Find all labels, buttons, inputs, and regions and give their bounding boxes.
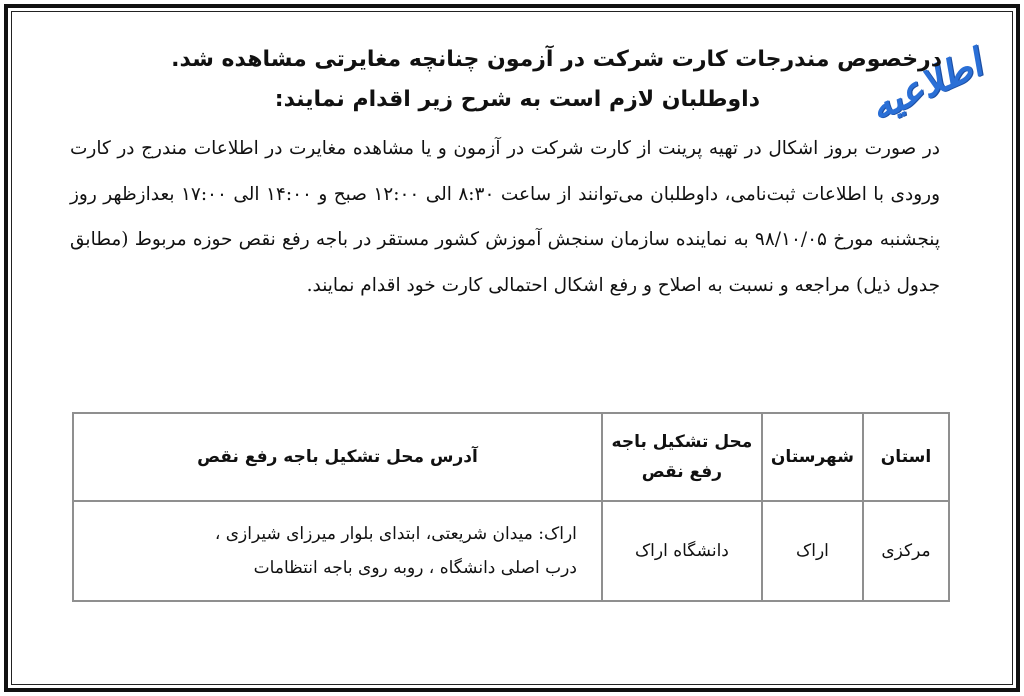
- address-line-1: اراک: میدان شریعتی، ابتدای بلوار میرزای شیرازی ،: [214, 524, 577, 544]
- address-line-2: درب اصلی دانشگاه ، روبه روی باجه انتظامات: [253, 558, 577, 578]
- cell-city: اراک: [762, 501, 863, 601]
- cell-province: مرکزی: [863, 501, 949, 601]
- header-place-line-2: رفع نقص: [641, 462, 723, 482]
- header-place-line-1: محل تشکیل باجه: [611, 432, 753, 452]
- notice-heading-line-1: درخصوص مندرجات کارت شرکت در آزمون چنانچه مغایرتی مشاهده شد.: [171, 47, 942, 72]
- notice-heading-line-2: داوطلبان لازم است به شرح زیر اقدام نمایند:: [274, 87, 760, 112]
- correction-centers-table: [72, 412, 950, 602]
- notice-stamp: اطلاعیه: [862, 41, 989, 130]
- header-place: [602, 413, 762, 501]
- table-header-row: [73, 413, 949, 501]
- cell-place: دانشگاه اراک: [602, 501, 762, 601]
- notice-body: در صورت بروز اشکال در تهیه پرینت از کارت شرکت در آزمون و یا مشاهده مغایرت در اطلاعات مندرج در کارت ورودی با اطلاعات ثبت‌نامی، داوطلبان می‌توانند از ساعت ۸:۳۰ الی ۱۲:۰۰ صبح و ۱۴:۰۰ الی ۱۷:۰۰ بعدازظهر روز پنجشنبه مورخ ۹۸/۱۰/۰۵ به نماینده سازمان سنجش آموزش کشور مستقر در باجه رفع نقص حوزه مربوط (مطابق جدول ذیل) مراجعه و نسبت به اصلاح و رفع اشکال احتمالی کارت خود اقدام نمایند.: [70, 138, 940, 296]
- notice-content: [70, 40, 950, 308]
- header-city: شهرستان: [762, 413, 863, 501]
- header-address: آدرس محل تشکیل باجه رفع نقص: [73, 413, 602, 501]
- cell-address: [73, 501, 602, 601]
- table-row: [73, 501, 949, 601]
- header-province: استان: [863, 413, 949, 501]
